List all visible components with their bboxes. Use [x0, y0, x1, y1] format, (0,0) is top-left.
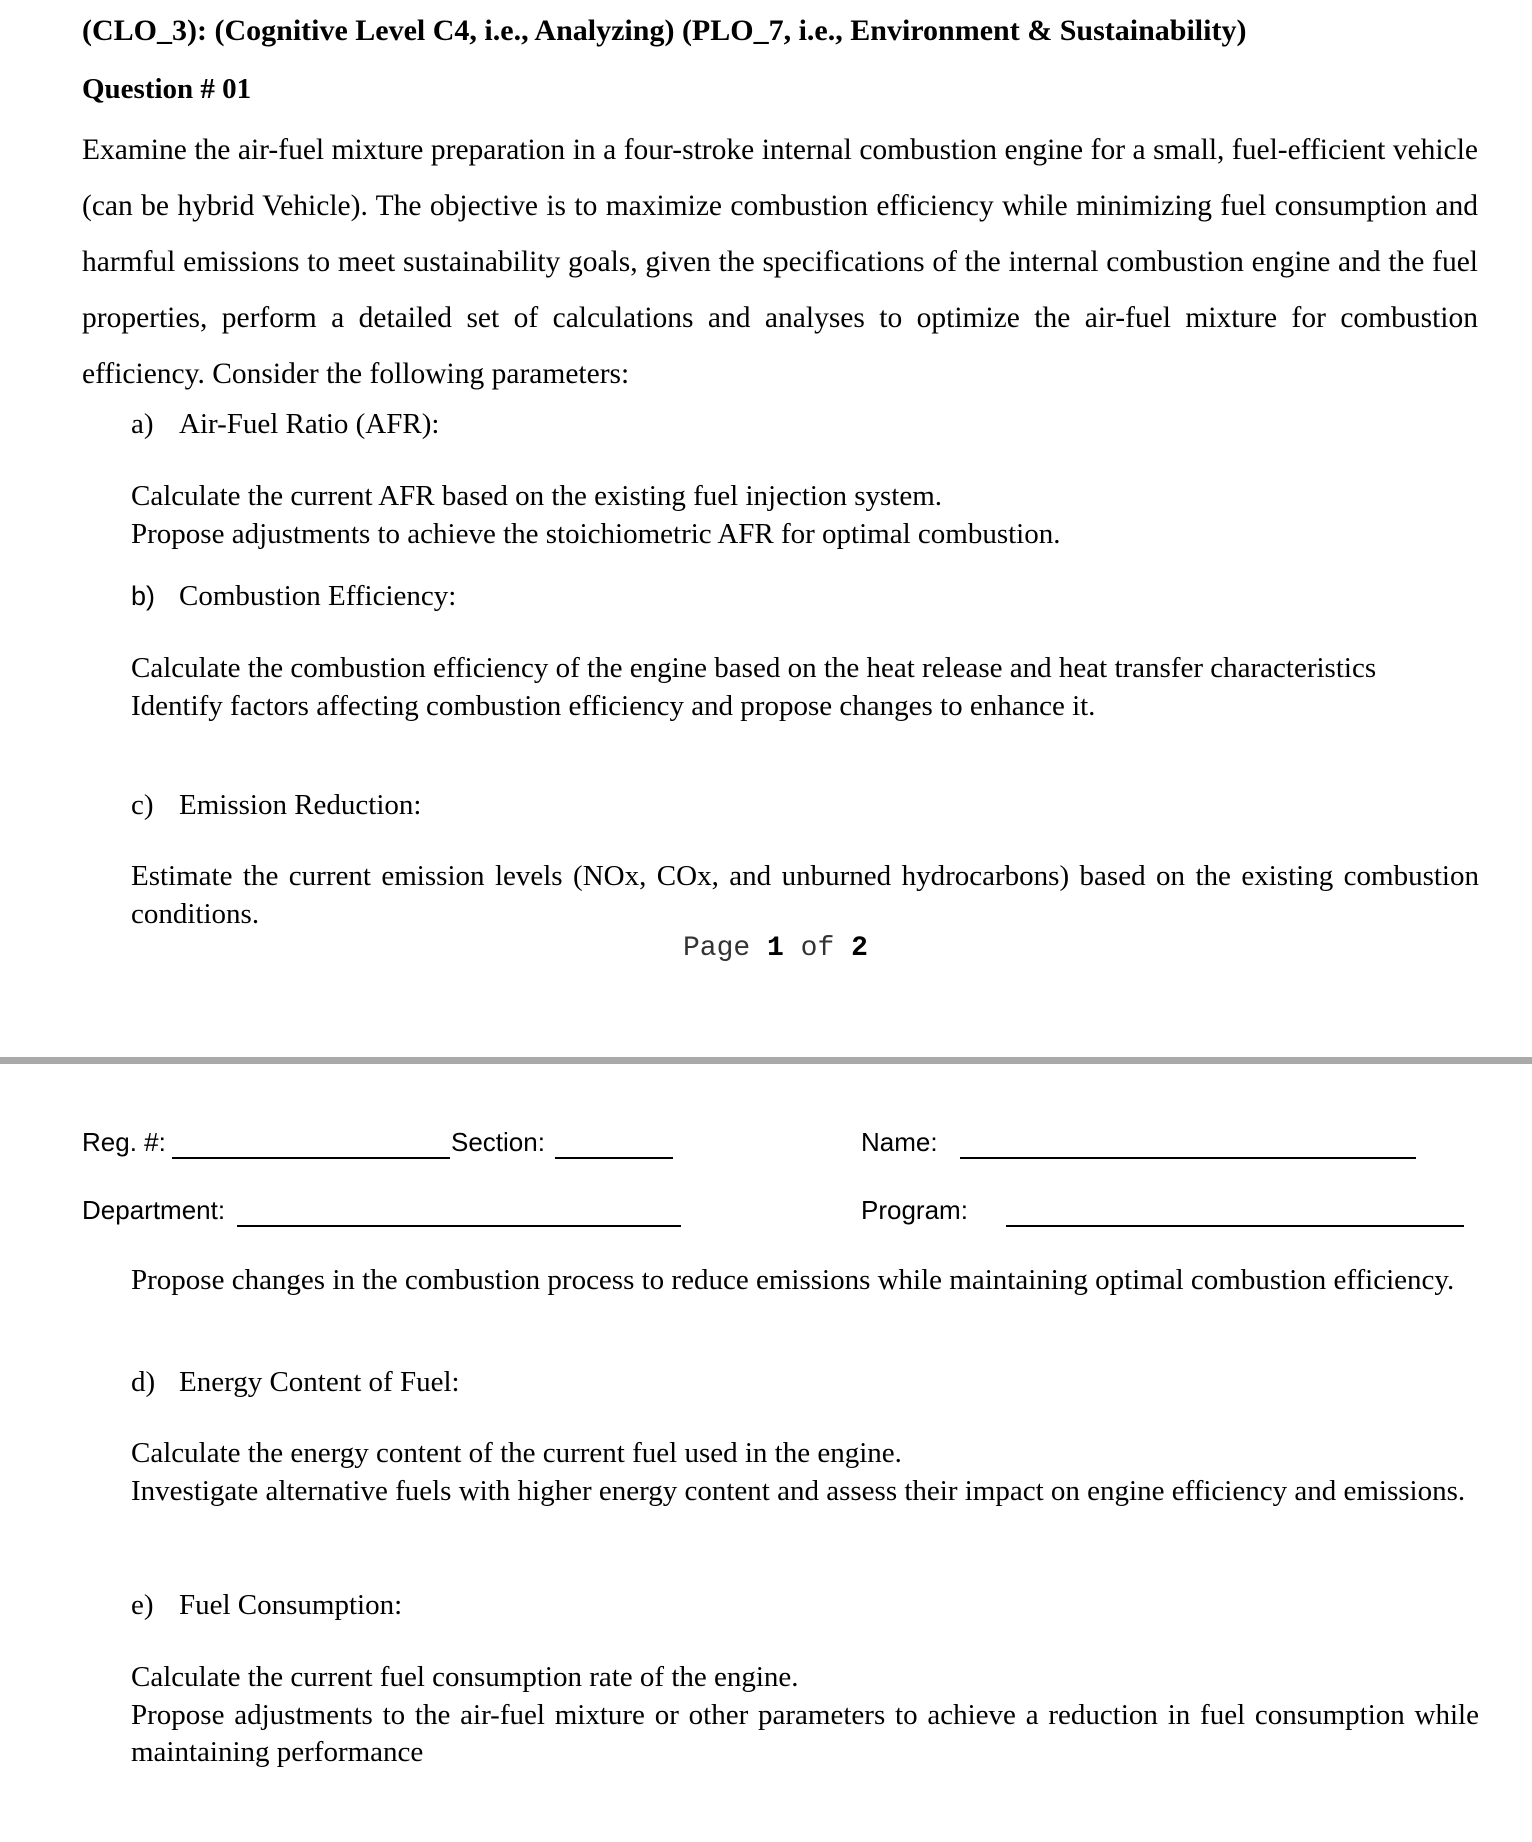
- item-e-body: [131, 1659, 1479, 1772]
- item-e-line-2: Propose adjustments to the air-fuel mixture or other parameters to achieve a reduction in fuel consumption while maintaining performance: [131, 1698, 1479, 1768]
- page-word: Page: [683, 933, 751, 964]
- item-a-marker: a): [131, 408, 154, 440]
- item-d-heading: [131, 1366, 460, 1399]
- item-d-line-2: Investigate alternative fuels with higher energy content and assess their impact on engine efficiency and emissions.: [131, 1474, 1466, 1507]
- item-b-body: [131, 650, 1479, 725]
- department-blank-line: [237, 1225, 681, 1227]
- of-word: of: [800, 933, 835, 964]
- item-a-heading: [131, 408, 439, 441]
- item-a-line-2: Propose adjustments to achieve the stoichiometric AFR for optimal combustion.: [131, 517, 1061, 550]
- item-e-marker: e): [131, 1589, 154, 1621]
- total-page-number: 2: [851, 933, 868, 964]
- item-b-title: Combustion Efficiency:: [179, 580, 457, 612]
- question-heading: (CLO_3): (Cognitive Level C4, i.e., Analyzing) (PLO_7, i.e., Environment & Sustainability): [82, 14, 1247, 47]
- item-e-title: Fuel Consumption:: [179, 1589, 403, 1621]
- item-c-heading: [131, 789, 421, 822]
- department-label: Department:: [82, 1195, 226, 1225]
- item-c-title: Emission Reduction:: [179, 789, 422, 821]
- intro-paragraph: Examine the air-fuel mixture preparation in a four-stroke internal combustion engine for a small, fuel-efficient vehicle (can be hybrid Vehicle). The objective is to maximize combustion efficiency while minimizing fuel consumption and harmful emissions to meet sustainability goals, given the specifications of the internal combustion engine and the fuel properties, perform a detailed set of calculations and analyses to optimize the air-fuel mixture for combustion efficiency. Consider the following parameters:: [82, 134, 1478, 390]
- name-blank-line: [960, 1157, 1416, 1159]
- item-e-line-1: Calculate the current fuel consumption rate of the engine.: [131, 1661, 799, 1693]
- item-c-continued: [131, 1262, 1479, 1300]
- program-label: Program:: [861, 1195, 968, 1225]
- item-c-marker: c): [131, 789, 154, 821]
- question-intro: [82, 122, 1478, 402]
- current-page-number: 1: [767, 933, 784, 964]
- page-number-label: [683, 933, 868, 964]
- item-b-line-2: Identify factors affecting combustion efficiency and propose changes to enhance it.: [131, 689, 1096, 722]
- item-a-line-1: Calculate the current AFR based on the existing fuel injection system.: [131, 480, 943, 512]
- item-b-line-1: Calculate the combustion efficiency of the engine based on the heat release and heat transfer characteristics: [131, 652, 1377, 684]
- item-d-marker: d): [131, 1366, 156, 1398]
- item-a-body: [131, 478, 1479, 553]
- reg-label: Reg. #:: [82, 1127, 166, 1157]
- program-blank-line: [1006, 1225, 1464, 1227]
- item-b-marker: b): [131, 581, 156, 611]
- item-b-heading: [131, 580, 456, 613]
- name-label: Name:: [861, 1127, 938, 1157]
- reg-blank-line: [172, 1157, 450, 1159]
- item-c-line-2: Propose changes in the combustion process to reduce emissions while maintaining optimal combustion efficiency.: [131, 1264, 1455, 1296]
- section-label: Section:: [451, 1127, 545, 1157]
- item-d-body: [131, 1435, 1479, 1510]
- item-c-line-1: Estimate the current emission levels (NOx, COx, and unburned hydrocarbons) based on the existing combustion conditions.: [131, 860, 1479, 930]
- question-number: Question # 01: [82, 73, 252, 105]
- page-separator: [0, 1057, 1532, 1064]
- item-e-heading: [131, 1589, 402, 1622]
- item-c-body: [131, 858, 1479, 933]
- item-d-title: Energy Content of Fuel:: [179, 1366, 460, 1398]
- item-d-line-1: Calculate the energy content of the current fuel used in the engine.: [131, 1437, 902, 1469]
- item-a-title: Air-Fuel Ratio (AFR):: [179, 408, 440, 440]
- section-blank-line: [555, 1157, 673, 1159]
